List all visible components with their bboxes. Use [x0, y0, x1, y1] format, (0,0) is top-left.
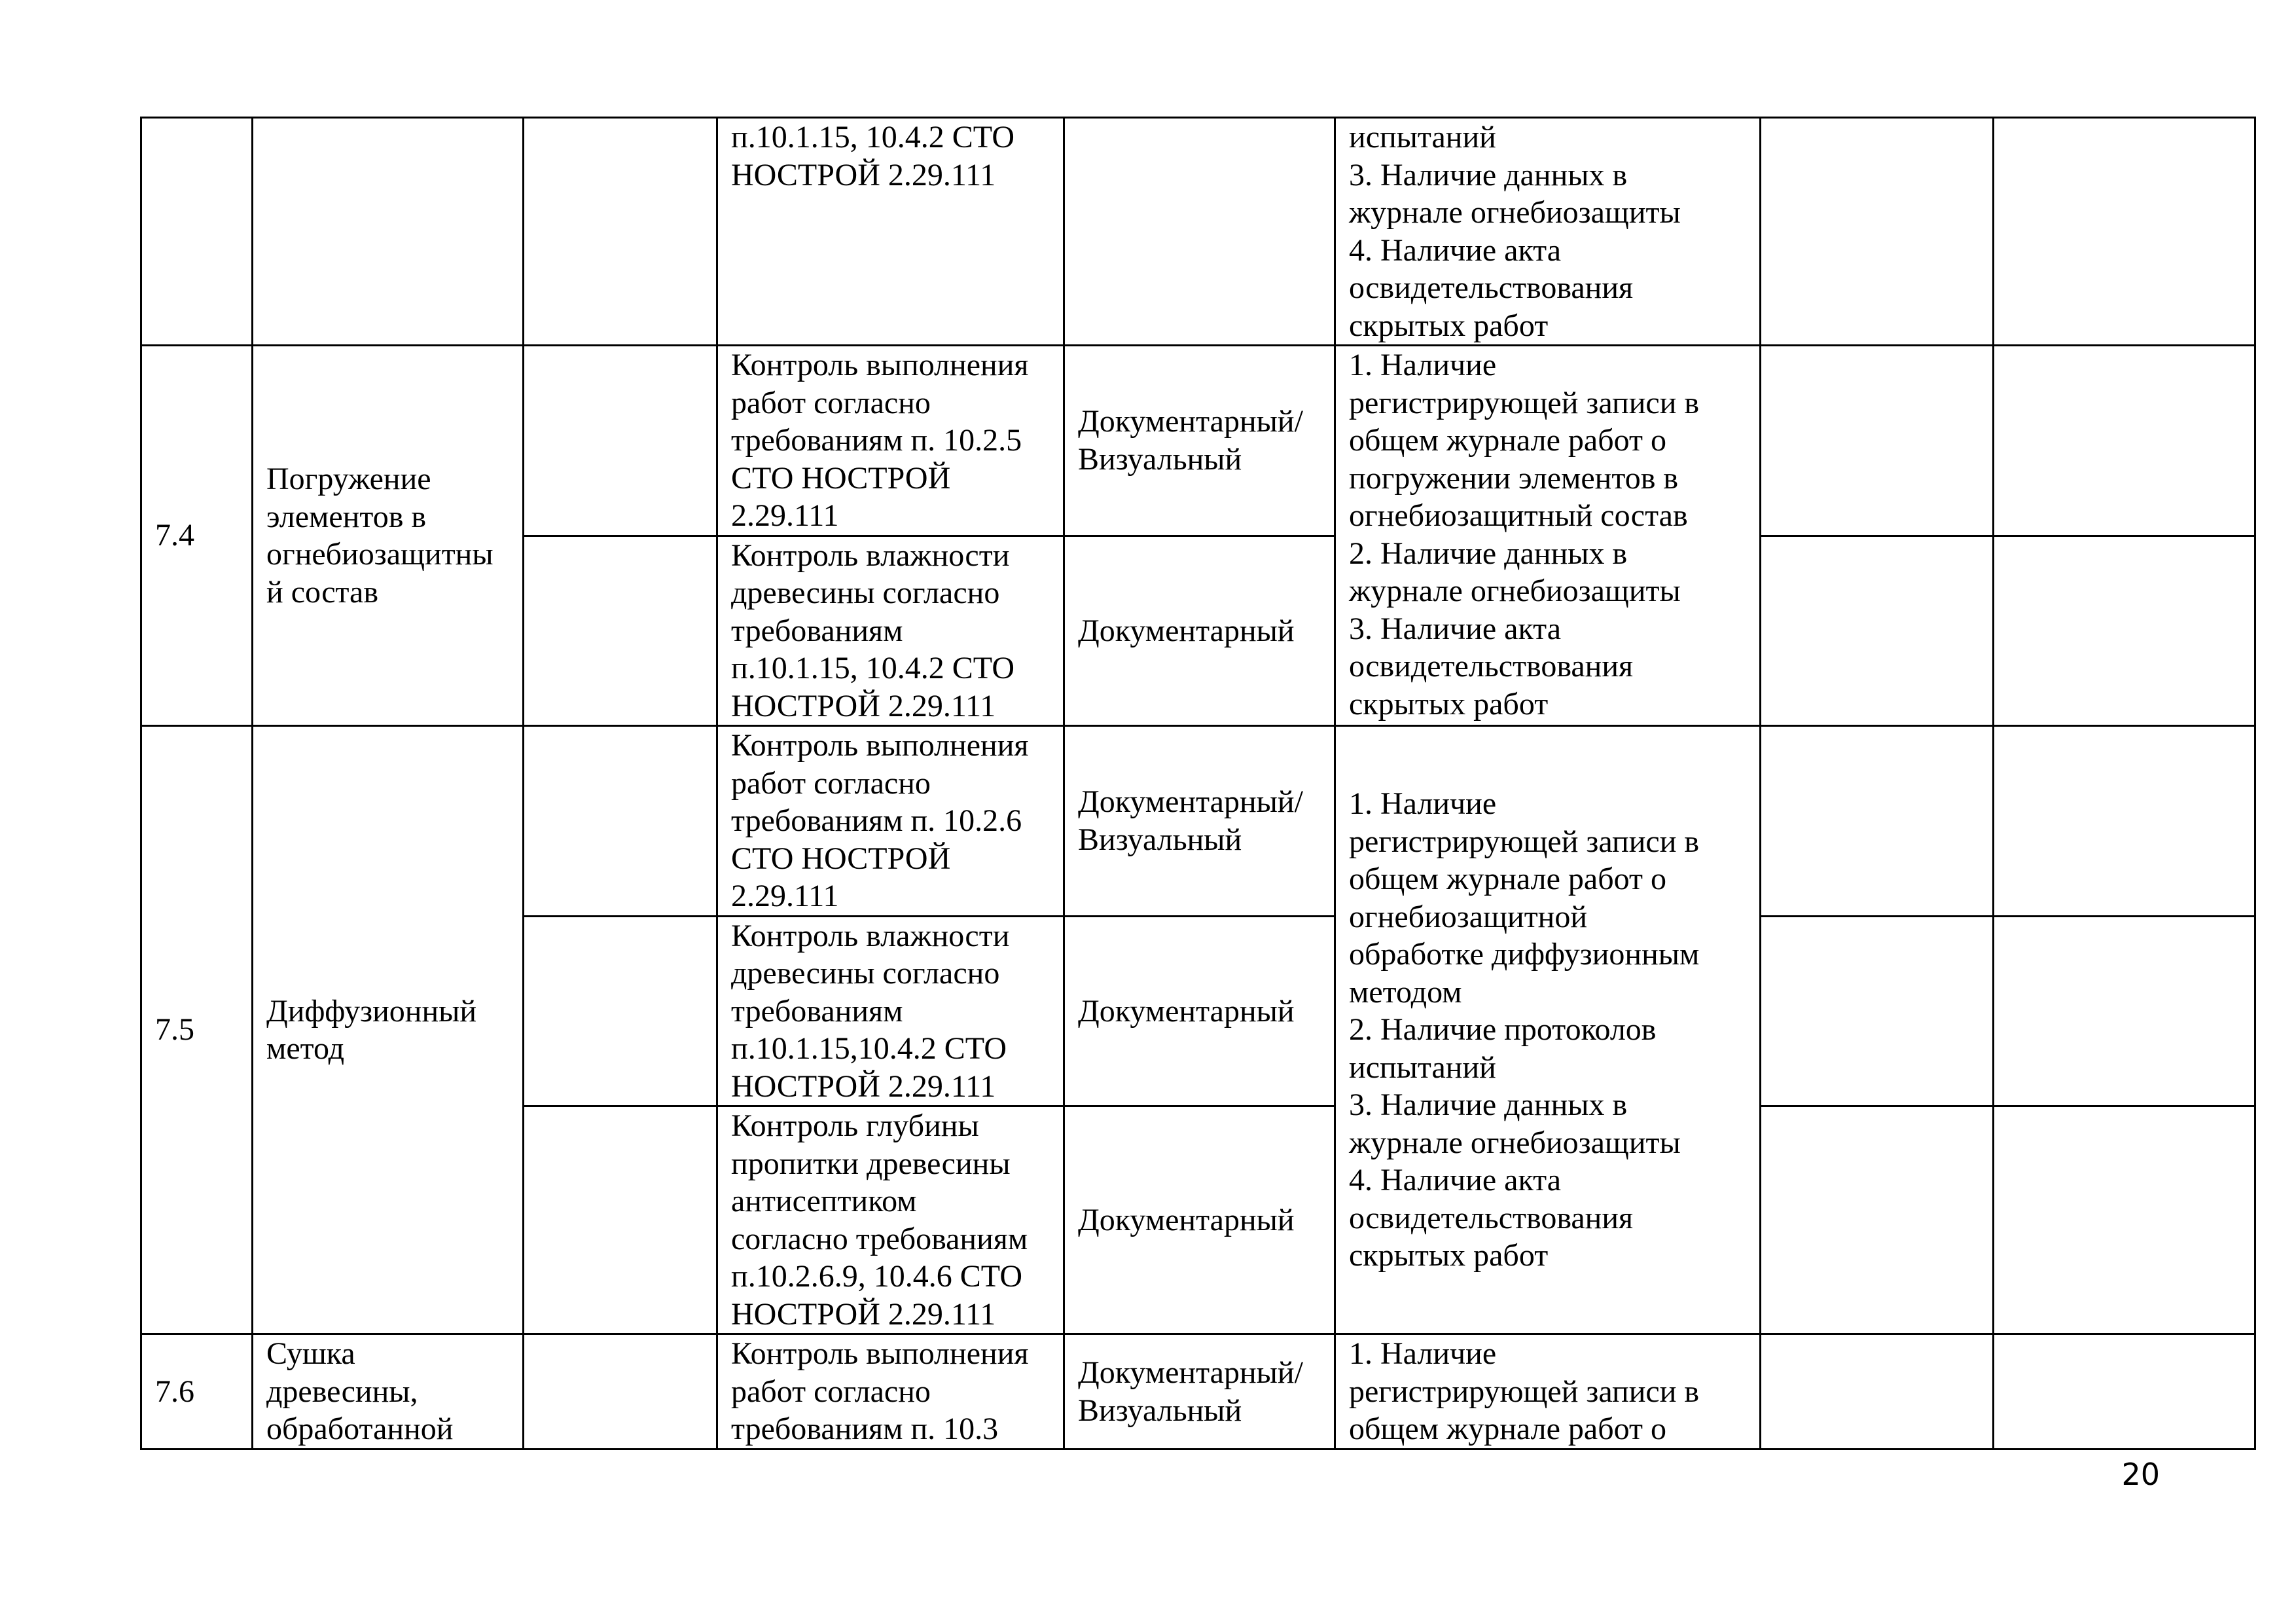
text-line: Погружение	[266, 462, 431, 496]
text-line: работ согласно	[731, 765, 931, 801]
cell-empty	[1761, 726, 1994, 917]
text-line: элементов в	[266, 499, 427, 534]
text-line: 3. Наличие акта	[1349, 611, 1562, 646]
text-line: журнале огнебиозащиты	[1349, 1125, 1681, 1160]
text-line: Контроль влажности	[731, 538, 1010, 573]
cell-number: 7.6	[141, 1334, 253, 1450]
cell-requirement	[717, 1106, 1064, 1334]
cell-empty	[1761, 1106, 1994, 1334]
text-line: Документарный/	[1078, 1355, 1303, 1390]
text-line: СТО НОСТРОЙ	[731, 460, 951, 496]
cell-blank	[524, 536, 717, 726]
text-line: регистрирующей записи в	[1349, 1374, 1700, 1409]
text-line: освидетельствования	[1349, 1200, 1634, 1235]
cell-method	[1064, 1106, 1335, 1334]
text-line: Визуальный	[1078, 441, 1242, 477]
text-line: п.10.1.15, 10.4.2 СТО	[731, 651, 1015, 685]
text-line: регистрирующей записи в	[1349, 385, 1700, 420]
text-line: 4. Наличие акта	[1349, 1163, 1562, 1198]
cell-number: 7.4	[141, 346, 253, 726]
text-line: требованиям п. 10.2.5	[731, 423, 1022, 458]
text-line: освидетельствования	[1349, 649, 1634, 684]
text-line: требованиям п. 10.3	[731, 1412, 999, 1446]
text-line: НОСТРОЙ 2.29.111	[731, 1068, 996, 1104]
text-line: СТО НОСТРОЙ	[731, 841, 951, 876]
text-line: Документарный	[1078, 613, 1295, 648]
cell-empty	[1761, 118, 1994, 346]
text-line: НОСТРОЙ 2.29.111	[731, 1296, 996, 1332]
text-line: скрытых работ	[1349, 1238, 1549, 1273]
cell-criteria	[1335, 118, 1761, 346]
text-line: журнале огнебиозащиты	[1349, 574, 1681, 608]
text-line: 2. Наличие данных в	[1349, 536, 1628, 571]
text-line: Документарный	[1078, 1202, 1295, 1237]
text-line: Контроль выполнения	[731, 728, 1029, 763]
cell-stage	[253, 726, 524, 1334]
cell-method	[1064, 536, 1335, 726]
text-line: п.10.1.15, 10.4.2 СТО	[731, 120, 1015, 155]
text-line: антисептиком	[731, 1184, 917, 1218]
table-row-continued	[141, 118, 2255, 346]
cell-method	[1064, 118, 1335, 346]
page-number: 20	[2121, 1457, 2160, 1492]
text-line: огнебиозащитный состав	[1349, 498, 1688, 533]
cell-blank	[524, 916, 717, 1106]
text-line: й состав	[266, 574, 379, 610]
text-line: Контроль выполнения	[731, 1336, 1029, 1371]
text-line: общем журнале работ о	[1349, 862, 1666, 897]
text-line: 4. Наличие акта	[1349, 232, 1562, 268]
text-line: огнебиозащитной	[1349, 899, 1588, 934]
cell-empty	[1994, 726, 2255, 917]
text-line: общем журнале работ о	[1349, 1412, 1666, 1446]
text-line: Сушка	[266, 1336, 355, 1371]
cell-empty	[1761, 536, 1994, 726]
cell-blank	[524, 1106, 717, 1334]
text-line: работ согласно	[731, 1374, 931, 1409]
text-line: 3. Наличие данных в	[1349, 1087, 1628, 1123]
table-row-7-5	[141, 726, 2255, 917]
cell-empty	[1994, 118, 2255, 346]
cell-criteria	[1335, 1334, 1761, 1450]
text-line: согласно требованиям	[731, 1221, 1028, 1256]
cell-method	[1064, 916, 1335, 1106]
table-row-7-4	[141, 346, 2255, 536]
cell-empty	[1994, 536, 2255, 726]
cell-empty	[1761, 346, 1994, 536]
text-line: погружении элементов в	[1349, 460, 1679, 496]
cell-requirement	[717, 916, 1064, 1106]
text-line: 3. Наличие данных в	[1349, 157, 1628, 192]
text-line: 2. Наличие протоколов	[1349, 1012, 1657, 1048]
text-line: Контроль влажности	[731, 918, 1010, 953]
control-table	[140, 117, 2256, 1450]
cell-requirement	[717, 118, 1064, 346]
text-line: испытаний	[1349, 120, 1496, 155]
text-line: Документарный/	[1078, 404, 1303, 439]
text-line: обработанной	[266, 1412, 454, 1446]
text-line: 1. Наличие	[1349, 348, 1497, 382]
text-line: Диффузионный	[266, 993, 477, 1029]
text-line: скрытых работ	[1349, 308, 1549, 343]
cell-method	[1064, 1334, 1335, 1450]
text-line: Документарный	[1078, 993, 1295, 1029]
cell-empty	[1994, 1106, 2255, 1334]
cell-empty	[1761, 916, 1994, 1106]
text-line: журнале огнебиозащиты	[1349, 195, 1681, 230]
cell-blank	[524, 346, 717, 536]
cell-method	[1064, 726, 1335, 917]
cell-method	[1064, 346, 1335, 536]
cell-number: 7.5	[141, 726, 253, 1334]
cell-blank	[524, 1334, 717, 1450]
text-line: древесины согласно	[731, 956, 1000, 991]
text-line: 2.29.111	[731, 498, 839, 533]
text-line: общем журнале работ о	[1349, 423, 1666, 458]
text-line: скрытых работ	[1349, 686, 1549, 721]
text-line: испытаний	[1349, 1049, 1496, 1085]
cell-empty	[1994, 1334, 2255, 1450]
cell-criteria	[1335, 726, 1761, 1334]
text-line: п.10.2.6.9, 10.4.6 СТО	[731, 1259, 1023, 1294]
text-line: 1. Наличие	[1349, 1336, 1497, 1371]
text-line: Визуальный	[1078, 1393, 1242, 1428]
cell-blank	[524, 726, 717, 917]
text-line: требованиям	[731, 993, 903, 1029]
cell-requirement	[717, 346, 1064, 536]
text-line: огнебиозащитны	[266, 537, 493, 572]
text-line: древесины согласно	[731, 575, 1000, 610]
text-line: методом	[1349, 974, 1462, 1010]
cell-criteria	[1335, 346, 1761, 726]
text-line: 2.29.111	[731, 879, 839, 913]
cell-number	[141, 118, 253, 346]
cell-empty	[1994, 916, 2255, 1106]
text-line: Визуальный	[1078, 822, 1242, 857]
text-line: Контроль глубины	[731, 1108, 979, 1143]
table-row-7-6	[141, 1334, 2255, 1450]
text-line: НОСТРОЙ 2.29.111	[731, 688, 996, 723]
text-line: требованиям	[731, 613, 903, 648]
cell-stage	[253, 1334, 524, 1450]
text-line: работ согласно	[731, 385, 931, 420]
cell-requirement	[717, 536, 1064, 726]
text-line: Контроль выполнения	[731, 348, 1029, 382]
cell-stage	[253, 118, 524, 346]
cell-empty	[1994, 346, 2255, 536]
text-line: Документарный/	[1078, 784, 1303, 820]
text-line: обработке диффузионным	[1349, 937, 1700, 972]
cell-blank	[524, 118, 717, 346]
cell-requirement	[717, 726, 1064, 917]
cell-empty	[1761, 1334, 1994, 1450]
text-line: метод	[266, 1031, 345, 1066]
text-line: п.10.1.15,10.4.2 СТО	[731, 1031, 1007, 1066]
cell-stage	[253, 346, 524, 726]
text-line: НОСТРОЙ 2.29.111	[731, 157, 996, 192]
text-line: регистрирующей записи в	[1349, 824, 1700, 859]
text-line: пропитки древесины	[731, 1146, 1011, 1181]
text-line: 1. Наличие	[1349, 786, 1497, 822]
cell-requirement	[717, 1334, 1064, 1450]
text-line: освидетельствования	[1349, 270, 1634, 305]
text-line: требованиям п. 10.2.6	[731, 803, 1022, 838]
text-line: древесины,	[266, 1374, 418, 1409]
